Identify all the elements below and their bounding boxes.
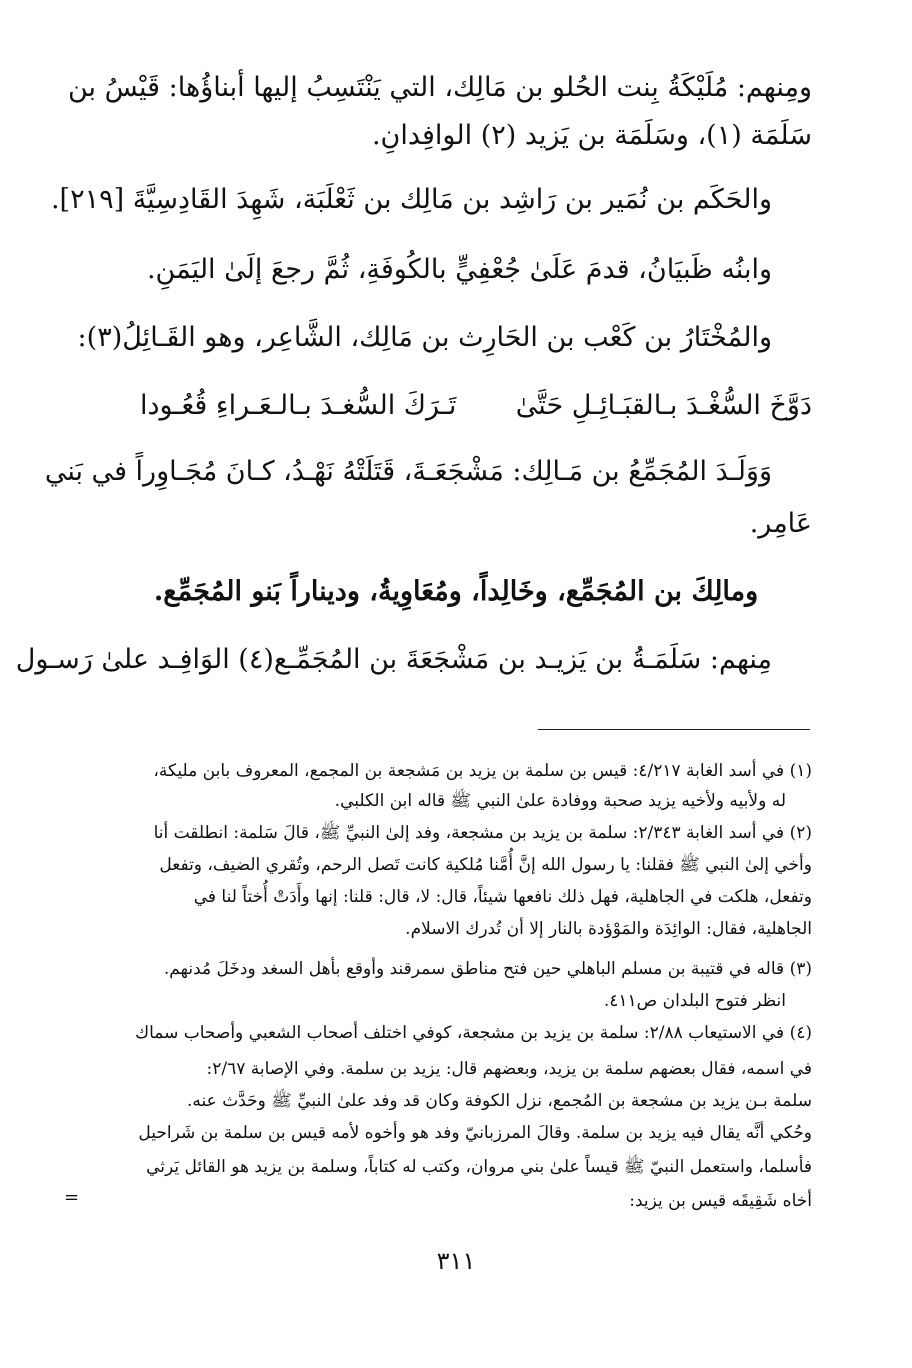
page-number: ٣١١ [436,1247,476,1275]
footnote-2-line4: الجاهلية، فقال: الوائِدَة والمَوْؤدة بالنار إلا أن تُدرك الاسلام. [405,919,812,939]
footnote-4-line4: وحُكي أنَّه يقال فيه يزيد بن سلمة. وقالَ المرزبانيّ وفد هو وأخوه لأمه قيس بن سلمة بن شَراحيل [138,1123,812,1143]
footnote-separator [538,729,810,730]
footnote-3-line1: (٣) قاله في قتيبة بن مسلم الباهلي حين فتح مناطق سمرقند وأوقع بأهل السغد ودخَلَ مُدنهم. [163,959,812,979]
footnote-4-line3: سلمة بـن يزيد بن مشجعة بن المُجمع، نزل الكوفة وكان قد وفد علىٰ النبيِّ ﷺ وحَدَّث عنه. [187,1091,812,1111]
footnote-4-line2: في اسمه، فقال بعضهم سلمة بن يزيد، وبعضهم قال: يزيد بن سلمة. وفي الإصابة ٢/٦٧: [206,1059,812,1079]
footnote-2-line2: وأخي إلىٰ النبي ﷺ فقلنا: يا رسول الله إنَّ أُمَّنا مُلكية كانت تَصل الرحم، وتُقري الضيف، وتفعل [159,855,812,875]
verse-hemistich-1: دَوَّخَ السُّغْـدَ بـالقبَـائِـلِ حَتَّىٰ [515,390,812,421]
body-para5-line1: وَوَلَـدَ المُجَمِّعُ بن مَـالِك: مَشْجَعَـةَ، قَتَلَتْهُ نَهْـدُ، كـانَ مُجَـاوِراً في بَني [44,456,772,487]
footnote-4-line5: فأسلما، واستعمل النبيّ ﷺ قيساً علىٰ بني مروان، وكتب له كتاباً، وسلمة بن يزيد هو القائل يَرثي [146,1157,812,1177]
body-para2: والحَكَم بن نُمَير بن رَاشِد بن مَالِك بن ثَعْلَبَة، شَهِدَ القَادِسِيَّةَ [٢١٩]. [50,184,772,215]
footnote-3-line2: انظر فتوح البلدان ص٤١١. [603,991,786,1011]
footnote-2-line3: وتفعل، هلكت في الجاهلية، فهل ذلك نافعها شيئاً، قال: لا، قال: قلنا: إنها وأَدَتْ أُختاً لنا في [193,887,812,907]
body-para5-line2: عَامِر. [749,508,812,539]
body-para1-line1: ومِنهم: مُلَيْكَةُ بِنت الحُلو بن مَالِك، التي يَنْتَسِبُ إليها أبناؤُها: قَيْسُ بن [67,72,812,103]
footnote-1-line2: له ولأبيه ولأخيه يزيد صحبة ووفادة علىٰ النبي ﷺ قاله ابن الكلبي. [334,791,786,811]
continuation-mark: = [64,1187,80,1208]
body-para6: ومالِكَ بن المُجَمِّع، وخَالِداً، ومُعَاوِيةُ، وديناراً بَنو المُجَمِّع. [153,576,759,607]
body-para3: وابنُه ظَبيَانُ، قدمَ عَلَىٰ جُعْفِيٍّ بالكُوفَةِ، ثُمَّ رجعَ إلَىٰ اليَمَنِ. [146,254,772,285]
footnote-4-line6: أخاه شَقِيقَه قيس بن يزيد: [629,1191,812,1211]
verse-hemistich-2: تَـرَكَ السُّغـدَ بـالـعَـراءِ قُعُـودا [140,390,457,421]
body-para7: مِنهم: سَلَمَـةُ بن يَزيـد بن مَشْجَعَةَ بن المُجَمِّـع(٤) الوَافِـد علىٰ رَسـول [15,644,772,675]
footnote-4-line1: (٤) في الاستيعاب ٢/٨٨: سلمة بن يزيد بن مشجعة، كوفي اختلف أصحاب الشعبي وأصحاب سماك [135,1023,812,1043]
body-para4: والمُخْتَارُ بن كَعْب بن الحَارِث بن مَالِك، الشَّاعِر، وهو القَـائِلُ(٣): [77,322,772,353]
footnote-1-line1: (١) في أسد الغابة ٤/٢١٧: قيس بن سلمة بن يزيد بن مَشجعة بن المجمع، المعروف بابن مليكة، [153,761,812,781]
footnote-2-line1: (٢) في أسد الغابة ٢/٣٤٣: سلمة بن يزيد بن مشجعة، وفد إلىٰ النبيِّ ﷺ، قالَ سَلمة: انطلقت أنا [153,823,812,843]
body-para1-line2: سَلَمَة (١)، وسَلَمَة بن يَزيد (٢) الوافِدانِ. [371,120,812,151]
